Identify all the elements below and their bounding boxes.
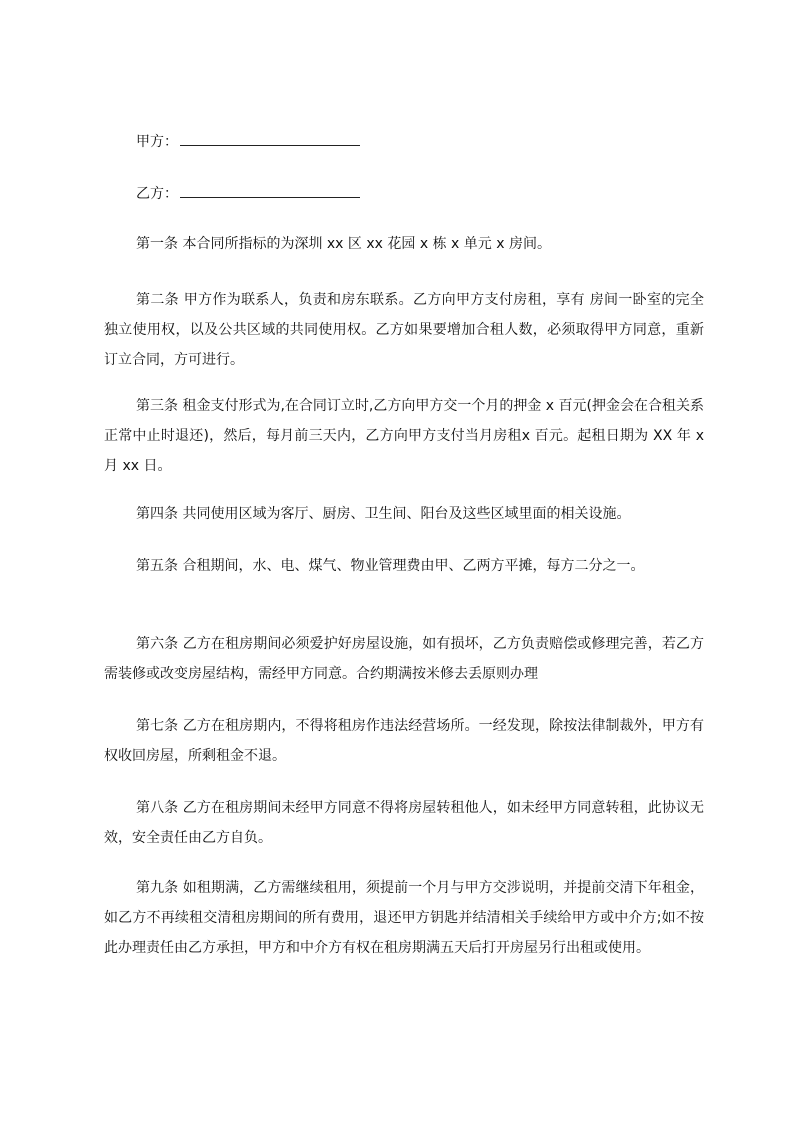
party-a-label: 甲方：	[136, 134, 178, 150]
party-a-signature-line	[180, 131, 360, 146]
party-b-signature-line	[180, 183, 360, 198]
clause-7: 第七条 乙方在租房期内，不得将租房作违法经营场所。一经发现，除按法律制裁外，甲方有权收回房屋，所剩租金不退。	[104, 718, 704, 764]
party-a-row	[136, 131, 360, 152]
clause-3: 第三条 租金支付形式为,在合同订立时,乙方向甲方交一个月的押金 x 百元(押金会在合租关系正常中止时退还)，然后，每月前三天内，乙方向甲方支付当月房租x 百元。起租日期为 XX 年 x 月 xx 日。	[104, 398, 704, 474]
clause-4: 第四条 共同使用区域为客厅、厨房、卫生间、阳台及这些区域里面的相关设施。	[136, 506, 631, 522]
clause-2: 第二条 甲方作为联系人，负责和房东联系。乙方向甲方支付房租，享有 房间一卧室的完全独立使用权，以及公共区域的共同使用权。乙方如果要增加合租人数，必须取得甲方同意，重新订立合同，方可进行。	[104, 292, 704, 368]
clause-5: 第五条 合租期间，水、电、煤气、物业管理费由甲、乙两方平摊，每方二分之一。	[136, 558, 645, 574]
clause-8: 第八条 乙方在租房期间未经甲方同意不得将房屋转租他人，如未经甲方同意转租，此协议无效，安全责任由乙方自负。	[104, 800, 704, 846]
party-b-label: 乙方：	[136, 186, 178, 202]
party-b-row	[136, 183, 360, 204]
clause-1: 第一条 本合同所指标的为深圳 xx 区 xx 花园 x 栋 x 单元 x 房间。	[136, 236, 551, 252]
clause-9: 第九条 如租期满，乙方需继续租用，须提前一个月与甲方交涉说明，并提前交清下年租金，如乙方不再续租交清租房期间的所有费用，退还甲方钥匙并结清相关手续给甲方或中介方;如不按此办理责任由乙方承担，甲方和中介方有权在租房期满五天后打开房屋另行出租或使用。	[104, 880, 704, 956]
clause-6: 第六条 乙方在租房期间必须爱护好房屋设施，如有损坏，乙方负责赔偿或修理完善，若乙方需装修或改变房屋结构，需经甲方同意。合约期满按米修去丢原则办理	[104, 636, 704, 682]
